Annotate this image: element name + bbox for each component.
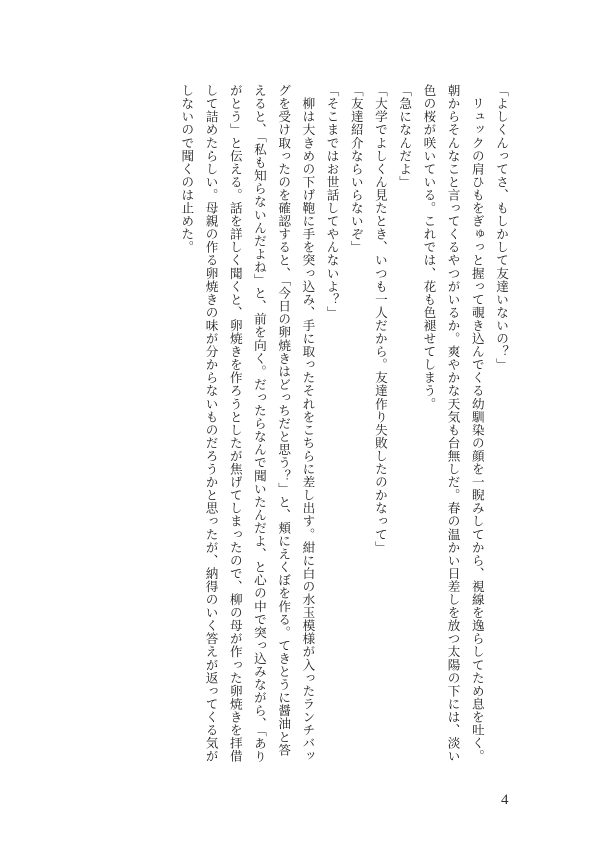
text-line: リュックの肩ひもをぎゅっと握って覗き込んでくる幼馴染の顔を一睨みしてから、視線を逸らしてため息を吐く。 xyxy=(469,84,485,763)
vertical-body-text xyxy=(179,84,513,764)
text-line: 「大学でよしくん見たとき、いつも一人だから。友達作り失敗したのかなって」 xyxy=(372,84,388,554)
text-line: 「よしくんってさ、もしかして友達いないの？」 xyxy=(494,84,509,372)
text-line: 朝からそんなこと言ってくるやつがいるか。爽やかな天気も台無しだ。春の温かい日差しを放つ太陽の下には、淡い xyxy=(445,84,461,763)
text-line: 色の桜が咲いている。これでは、花も色褪せてしまう。 xyxy=(421,84,437,411)
text-line: しないので聞くのは止めた。 xyxy=(179,84,195,254)
text-line: 「そこまではお世話してやんないよ？」 xyxy=(324,84,340,319)
text-line: 「急になんだよ」 xyxy=(397,84,413,189)
text-line: 「友達紹介ならいらないぞ」 xyxy=(348,84,364,254)
text-line: がとう」と伝える。話を詳しく聞くと、卵焼きを作ろうとしたが焦げてしまったので、柳の母が作った卵焼きを拝借 xyxy=(227,84,243,763)
text-line: えると、「私も知らないんだよね」と、前を向く。だったらなんで聞いたんだよ、と心の中で突っ込みながら、「あり xyxy=(251,84,267,764)
page-number: 4 xyxy=(501,792,509,808)
text-line: して詰めたらしい。母親の作る卵焼きの味が分からないものだろうかと思ったが、納得のいく答えが返ってくる気が xyxy=(203,84,219,763)
text-line: 柳は大きめの下げ鞄に手を突っ込み、手に取ったそれをこちらに差し出す。紺に白の水玉模様が入ったランチバッ xyxy=(300,84,316,763)
text-line: グを受け取ったのを確認すると、「今日の卵焼きはどっちだと思う？」と、頬にえくぼを作る。てきとうに醤油と答 xyxy=(276,84,292,757)
